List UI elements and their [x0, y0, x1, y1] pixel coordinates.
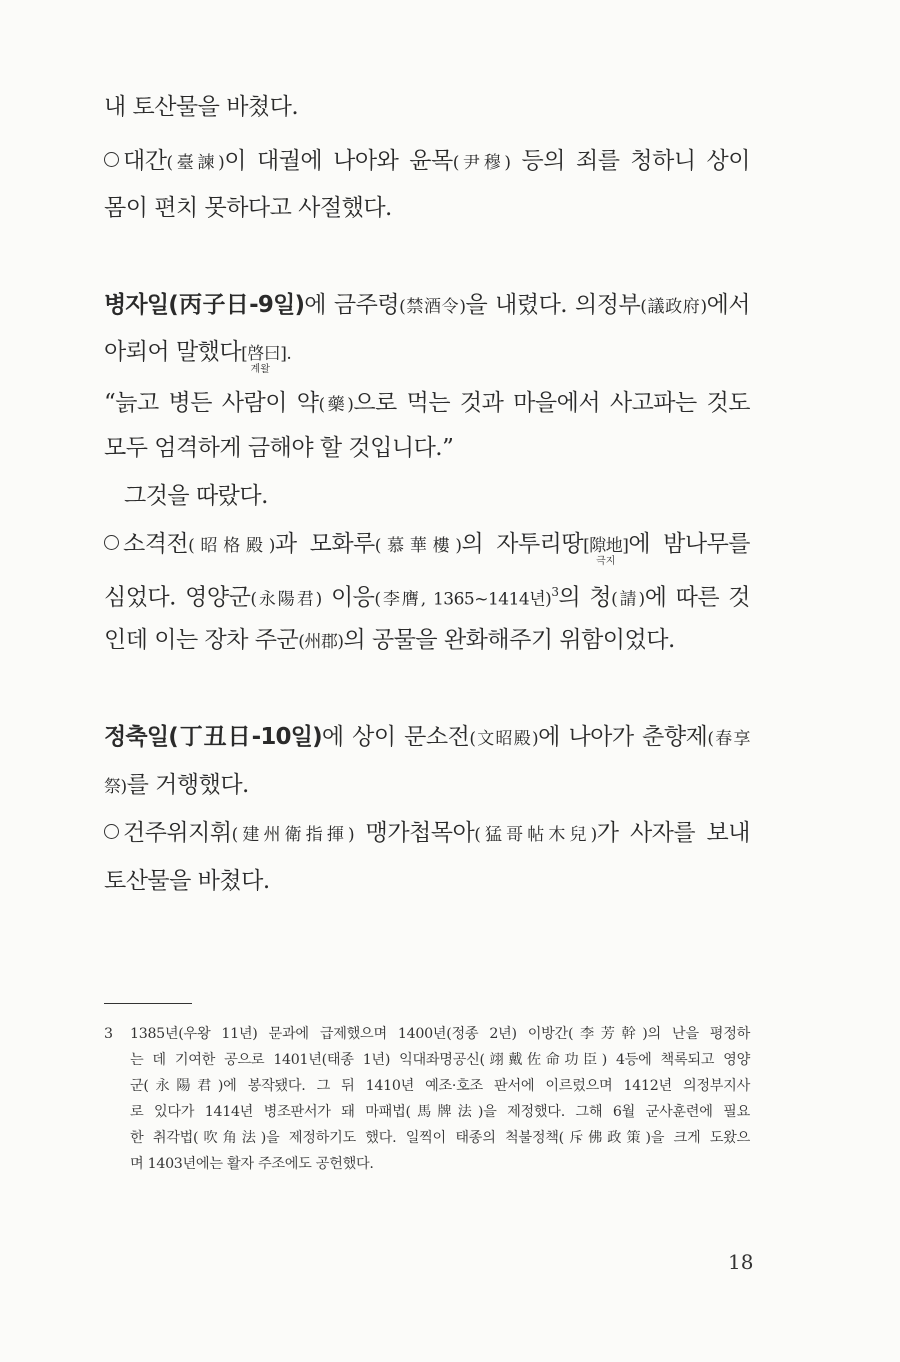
- text-line: [104, 529, 751, 567]
- footnote-line: 1385년(우왕 11년) 문과에 급제했으며 1400년(정종 2년) 이방간(李芳幹)의 난을 평정하: [130, 1026, 750, 1042]
- line-text: 을 내렸다. 의정부: [465, 292, 641, 318]
- ruby-annotation: [241, 337, 292, 375]
- line-text: 에 따른 것: [644, 584, 751, 611]
- line-text: 이 대궐에 나아와 윤목: [224, 148, 453, 174]
- line-text: 의 청: [558, 584, 612, 611]
- line-text: 대간: [123, 148, 167, 174]
- ruby-reading: 극지: [596, 556, 616, 567]
- line-text: 에서: [706, 292, 751, 318]
- hanja-gloss: (永陽君): [250, 589, 322, 610]
- day-heading: 병자일(丙子日-9일): [104, 292, 305, 318]
- day-heading: 정축일(丁丑日-10일): [104, 724, 322, 750]
- hanja-gloss: (臺諫): [166, 153, 225, 173]
- hanja-gloss: (尹穆): [452, 153, 511, 173]
- footnote-line: 한 취각법(吹角法)을 제정하기도 했다. 일찍이 태종의 척불정책(斥佛政策)을 크게 도왔으: [130, 1130, 750, 1146]
- footnote-number: 3: [104, 1026, 113, 1042]
- line-text: “늙고 병든 사람이 약: [104, 390, 319, 416]
- line-text: 으로 먹는 것과 마을에서 사고파는 것도: [353, 390, 751, 416]
- text-line: [104, 337, 750, 375]
- line-text: 그것을 따랐다.: [124, 483, 268, 509]
- entry-heading-line: [104, 290, 750, 322]
- text-line: [104, 625, 750, 657]
- hanja-gloss: (州郡): [298, 632, 344, 652]
- hanja-gloss: (議政府): [640, 297, 707, 317]
- hanja-gloss: (猛哥帖木兒): [474, 825, 597, 845]
- circle-bullet-icon: [104, 824, 119, 839]
- text-line: [104, 388, 750, 420]
- line-text: 에 상이 문소전: [321, 724, 470, 750]
- hanja-gloss: (禁酒令): [399, 297, 466, 317]
- line-text: 를 거행했다.: [126, 772, 249, 798]
- line-text: 이응: [321, 584, 375, 611]
- hanja-gloss: (昭格殿): [188, 536, 275, 556]
- line-text: 의 공물을 완화해주기 위함이었다.: [343, 627, 675, 653]
- text-line: [104, 433, 750, 463]
- hanja-gloss: (文昭殿): [469, 729, 539, 749]
- line-text: 과 모화루: [274, 531, 375, 557]
- hanja-gloss: 祭): [104, 777, 127, 797]
- ruby-annotation: [583, 529, 629, 567]
- line-text: 모두 엄격하게 금해야 할 것입니다.”: [104, 435, 454, 461]
- hanja-gloss: [隙地]: [583, 536, 629, 556]
- line-text: 아뢰어 말했다: [104, 339, 242, 365]
- footnote-divider: [104, 1003, 192, 1004]
- line-text: 소격전: [123, 531, 189, 557]
- entry-heading-line: [104, 722, 750, 754]
- line-text: 에 금주령: [304, 292, 400, 318]
- hanja-gloss: (慕華樓): [374, 536, 462, 556]
- footnote: [104, 1021, 750, 1181]
- line-text: 에 밤나무를: [628, 531, 751, 557]
- footnote-line: 는 데 기여한 공으로 1401년(태종 1년) 익대좌명공신(翊戴佐命功臣) 4등에 책록되고 영양: [130, 1052, 750, 1068]
- line-text: 심었다. 영양군: [104, 584, 251, 611]
- line-text: 토산물을 바쳤다.: [104, 868, 270, 894]
- ruby-reading: 계왈: [250, 364, 270, 375]
- text-line: [104, 866, 750, 896]
- line-text: 맹가첩목아: [354, 820, 475, 846]
- line-text: 인데 이는 장차 주군: [104, 627, 299, 653]
- text-line: [104, 146, 750, 178]
- hanja-gloss: (請): [611, 589, 645, 610]
- text-line: [104, 481, 750, 511]
- text-line: [104, 577, 750, 615]
- text-line: [104, 770, 750, 802]
- footnote-line: 군(永陽君)에 봉작됐다. 그 뒤 1410년 예조·호조 판서에 이르렀으며 1412년 의정부지사: [130, 1078, 750, 1094]
- hanja-gloss: (李膺, 1365~1414년): [374, 589, 552, 610]
- hanja-gloss: (藥): [318, 395, 354, 415]
- hanja-gloss: [啓曰].: [241, 344, 292, 364]
- circle-bullet-icon: [104, 535, 119, 550]
- hanja-gloss: (春享: [707, 729, 750, 749]
- footnote-line: 로 있다가 1414년 병조판서가 돼 마패법(馬牌法)을 제정했다. 그해 6월 군사훈련에 필요: [130, 1104, 750, 1120]
- hanja-gloss: (建州衛指揮): [231, 825, 355, 845]
- text-line: [104, 193, 750, 223]
- circle-bullet-icon: [104, 152, 119, 167]
- line-text: 내 토산물을 바쳤다.: [104, 94, 299, 120]
- text-line: [104, 818, 750, 850]
- line-text: 건주위지휘: [123, 820, 232, 846]
- line-text: 몸이 편치 못하다고 사절했다.: [104, 195, 392, 221]
- line-text: 가 사자를 보내: [596, 820, 750, 846]
- line-text: 등의 죄를 청하니 상이: [510, 148, 750, 174]
- text-line: [104, 92, 750, 122]
- footnote-line: 며 1403년에는 활자 주조에도 공헌했다.: [130, 1156, 374, 1172]
- line-text: 에 나아가 춘향제: [538, 724, 708, 750]
- footnote-ref[interactable]: 3: [551, 585, 559, 599]
- line-text: 의 자투리땅: [461, 531, 584, 557]
- page-number: 18: [728, 1250, 754, 1274]
